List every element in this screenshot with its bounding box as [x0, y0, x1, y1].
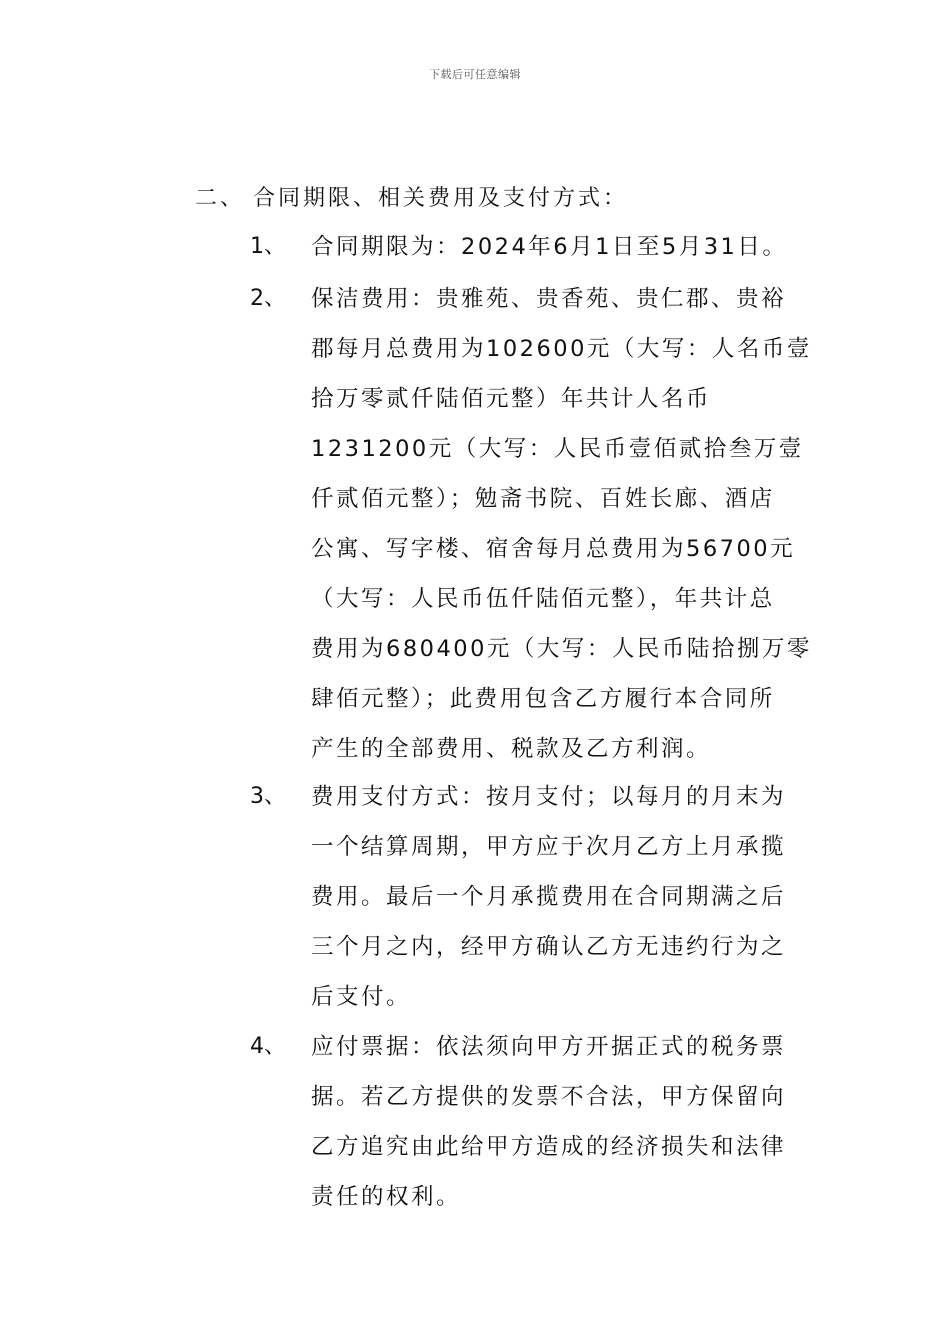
clause-text — [311, 222, 806, 272]
section-title-text: 合同期限、相关费用及支付方式： — [253, 186, 629, 211]
text-line: 仟贰佰元整）；勉斋书院、百姓长廊、酒店 — [311, 486, 775, 512]
text-line: 责任的权利。 — [311, 1184, 462, 1210]
text-line: 产生的全部费用、税款及乙方利润。 — [311, 736, 712, 762]
text-line: 据。若乙方提供的发票不合法，甲方保留向 — [311, 1084, 787, 1110]
text-line: 费用支付方式：按月支付；以每月的月末为 — [311, 784, 787, 810]
text-line: 肆佰元整）；此费用包含乙方履行本合同所 — [311, 686, 775, 712]
text-line: 费用。最后一个月承揽费用在合同期满之后 — [311, 884, 787, 910]
clause-text — [311, 274, 812, 774]
clause-text — [311, 1022, 806, 1222]
section-number: 二、 — [195, 186, 246, 211]
text-line: 应付票据：依法须向甲方开据正式的税务票 — [311, 1034, 787, 1060]
section-heading — [195, 183, 628, 215]
clause-number: 2、 — [250, 286, 286, 311]
text-line: （大写：人民币伍仟陆佰元整），年共计总 — [311, 586, 775, 612]
text-line: 合同期限为：2024年6月1日至5月31日。 — [311, 234, 788, 260]
text-line: 三个月之内，经甲方确认乙方无违约行为之 — [311, 934, 787, 960]
text-line: 保洁费用：贵雅苑、贵香苑、贵仁郡、贵裕 — [311, 286, 787, 312]
text-line: 郡每月总费用为102600元（大写：人名币壹 — [311, 336, 812, 362]
clause-number: 3、 — [250, 784, 286, 809]
text-line: 公寓、写字楼、宿舍每月总费用为56700元 — [311, 536, 796, 562]
text-line: 费用为680400元（大写：人民币陆拾捌万零 — [311, 636, 812, 662]
header-note: 下载后可任意编辑 — [429, 68, 521, 81]
clause-number: 1、 — [250, 234, 286, 259]
text-line: 拾万零贰仟陆佰元整）年共计人名币 — [311, 386, 712, 412]
clause-number: 4、 — [250, 1034, 286, 1059]
text-line: 乙方追究由此给甲方造成的经济损失和法律 — [311, 1134, 787, 1160]
text-line: 一个结算周期，甲方应于次月乙方上月承揽 — [311, 834, 787, 860]
text-line: 1231200元（大写：人民币壹佰贰拾叁万壹 — [311, 436, 804, 462]
text-line: 后支付。 — [311, 984, 412, 1010]
clause-text — [311, 772, 806, 1022]
